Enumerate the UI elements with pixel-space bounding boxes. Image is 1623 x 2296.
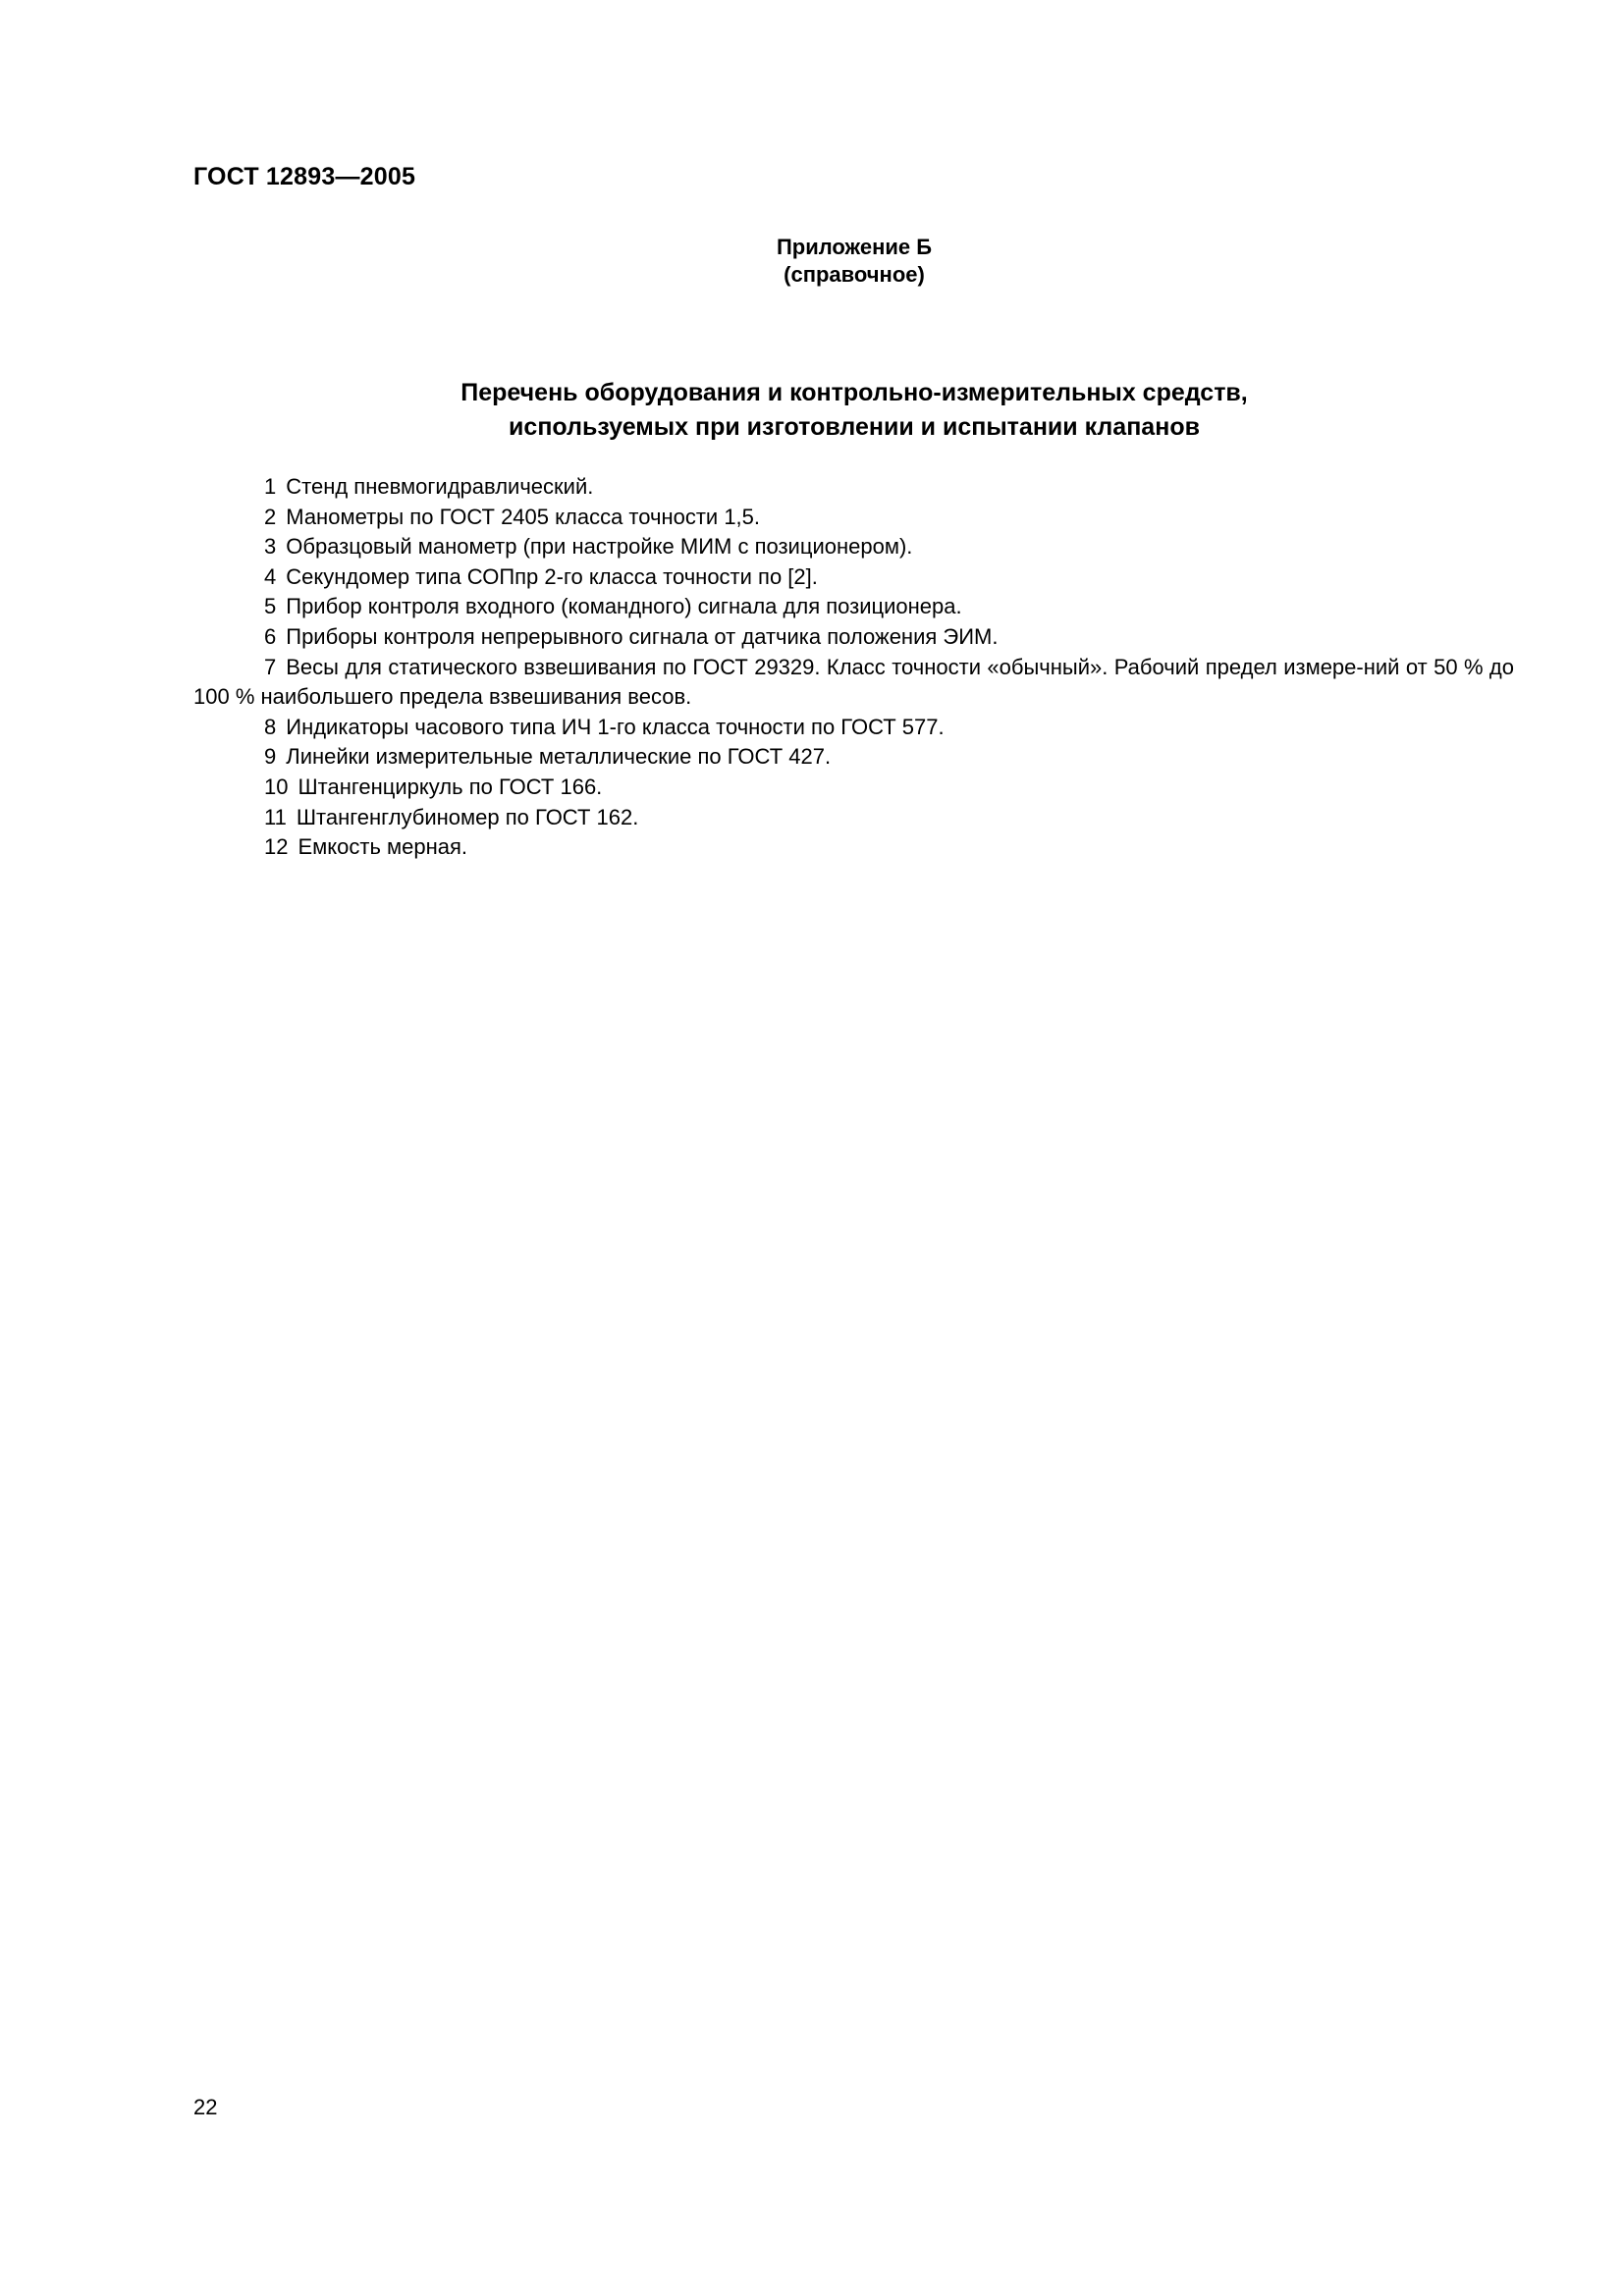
- list-item: [193, 713, 1514, 743]
- list-item: [193, 503, 1514, 533]
- list-item: [193, 773, 1514, 803]
- item-text: Индикаторы часового типа ИЧ 1-го класса точности по ГОСТ 577.: [286, 714, 945, 739]
- item-text: Образцовый манометр (при настройке МИМ с позиционером).: [286, 534, 913, 560]
- item-number: 4: [264, 563, 277, 589]
- item-number: 2: [264, 504, 277, 529]
- list-item: [193, 803, 1514, 833]
- title-line-2: используемых при изготовлении и испытании клапанов: [509, 413, 1200, 441]
- item-text: Штангенциркуль по ГОСТ 166.: [298, 774, 603, 799]
- item-number: 9: [264, 744, 277, 770]
- list-item: [193, 742, 1514, 773]
- item-text: Стенд пневмогидравлический.: [286, 474, 594, 499]
- item-number: 6: [264, 623, 277, 649]
- title-line-1: Перечень оборудования и контрольно-измерительных средств,: [460, 379, 1248, 406]
- item-number: 3: [264, 534, 277, 560]
- item-number: 7: [264, 654, 277, 679]
- list-item: [193, 532, 1514, 562]
- appendix-label: Приложение Б: [776, 235, 933, 259]
- item-number: 10: [264, 774, 289, 799]
- item-text: Манометры по ГОСТ 2405 класса точности 1,5.: [286, 504, 761, 529]
- item-number: 8: [264, 714, 277, 739]
- item-number: 5: [264, 594, 277, 619]
- item-text: Штангенглубиномер по ГОСТ 162.: [296, 804, 639, 829]
- item-number: 12: [264, 834, 289, 860]
- list-item: [193, 832, 1514, 863]
- list-item: [193, 472, 1514, 503]
- list-item: [193, 653, 1514, 713]
- item-text: Весы для статического взвешивания по ГОСТ 29329. Класс точности «обычный». Рабочий предел измере-ний от 50 % до 100 % наибольшего предела взвешивания весов.: [193, 654, 1514, 710]
- page-number: 22: [193, 2095, 218, 2119]
- list-item: [193, 592, 1514, 622]
- list-item: [193, 562, 1514, 593]
- appendix-heading: [0, 234, 1623, 289]
- item-text: Приборы контроля непрерывного сигнала от датчика положения ЭИМ.: [286, 623, 999, 649]
- equipment-list: [193, 472, 1514, 863]
- item-number: 1: [264, 474, 277, 499]
- item-text: Линейки измерительные металлические по ГОСТ 427.: [286, 744, 832, 770]
- item-text: Секундомер типа СОПпр 2-го класса точности по [2].: [286, 563, 818, 589]
- list-item: [193, 622, 1514, 653]
- document-code-header: ГОСТ 12893—2005: [193, 163, 416, 190]
- item-number: 11: [264, 804, 287, 829]
- item-text: Емкость мерная.: [298, 834, 468, 860]
- appendix-title: [0, 376, 1623, 445]
- appendix-type: (справочное): [784, 262, 925, 287]
- item-text: Прибор контроля входного (командного) сигнала для позиционера.: [286, 594, 962, 619]
